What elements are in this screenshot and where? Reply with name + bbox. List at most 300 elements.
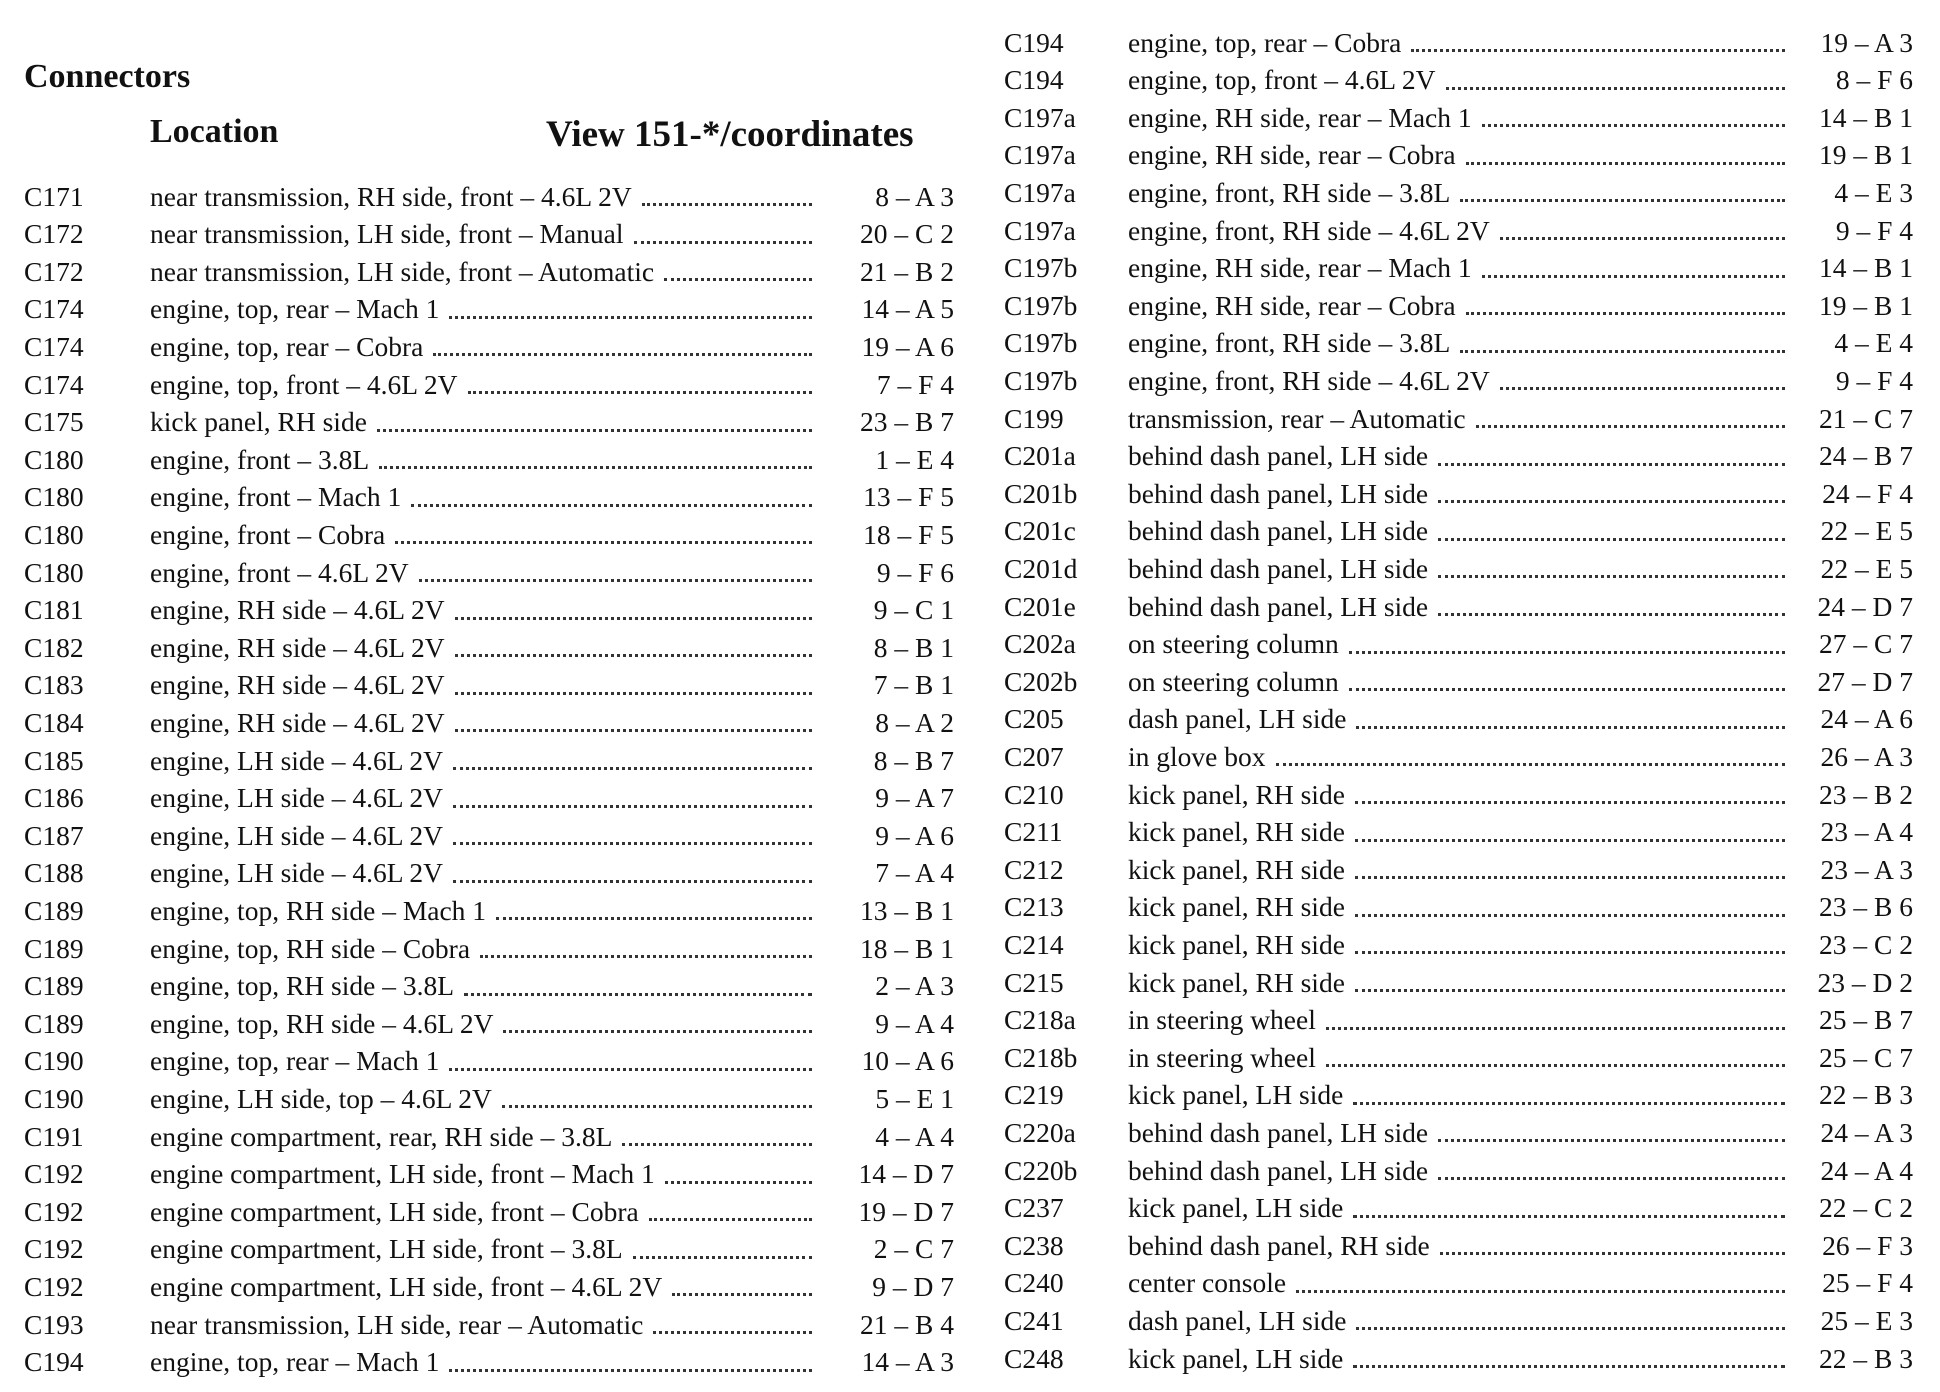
connector-id: C183 bbox=[24, 669, 84, 701]
connector-id: C174 bbox=[24, 293, 84, 325]
location-text: engine, RH side – 4.6L 2V bbox=[150, 669, 445, 701]
location-text: kick panel, RH side bbox=[1128, 928, 1345, 960]
view-coordinates: 9 – D 7 bbox=[872, 1270, 954, 1302]
dot-leader bbox=[379, 466, 812, 469]
view-coordinates: 24 – B 7 bbox=[1819, 440, 1913, 472]
view-coordinates: 14 – B 1 bbox=[1819, 101, 1913, 133]
location-text: engine, LH side – 4.6L 2V bbox=[150, 782, 444, 814]
dot-leader bbox=[1276, 763, 1786, 766]
location-cell bbox=[1128, 1114, 1793, 1151]
dot-leader bbox=[464, 993, 812, 996]
location-text: engine, front, RH side – 3.8L bbox=[1128, 176, 1451, 208]
location-text: engine compartment, LH side, front – 4.6L 2V bbox=[150, 1270, 663, 1302]
view-coordinates: 4 – A 4 bbox=[875, 1120, 954, 1152]
location-cell bbox=[150, 817, 820, 854]
view-coordinates: 9 – F 6 bbox=[876, 556, 954, 588]
dot-leader bbox=[455, 654, 812, 657]
location-cell bbox=[1128, 212, 1793, 249]
view-coordinates: 7 – F 4 bbox=[876, 368, 954, 400]
view-coordinates: 9 – A 7 bbox=[875, 782, 954, 814]
view-coordinates: 8 – A 3 bbox=[875, 180, 954, 212]
connector-row bbox=[1004, 926, 1924, 963]
connector-row bbox=[24, 1231, 954, 1268]
location-cell bbox=[1128, 776, 1793, 813]
dot-leader bbox=[453, 880, 812, 883]
connector-row bbox=[24, 1118, 954, 1155]
view-coordinates: 23 – C 2 bbox=[1819, 928, 1913, 960]
view-coordinates: 14 – D 7 bbox=[858, 1158, 954, 1190]
location-text: kick panel, RH side bbox=[1128, 891, 1345, 923]
connector-id: C240 bbox=[1004, 1267, 1064, 1299]
view-coordinates: 24 – A 4 bbox=[1820, 1154, 1913, 1186]
location-cell bbox=[1128, 400, 1793, 437]
connector-row bbox=[1004, 1039, 1924, 1076]
connector-id: C189 bbox=[24, 1007, 84, 1039]
location-text: center console bbox=[1128, 1267, 1287, 1299]
connector-row bbox=[1004, 99, 1924, 136]
location-text: engine, RH side, rear – Mach 1 bbox=[1128, 101, 1472, 133]
location-cell bbox=[150, 780, 820, 817]
connector-row bbox=[24, 291, 954, 328]
location-cell bbox=[150, 592, 820, 629]
connector-row bbox=[1004, 400, 1924, 437]
location-cell bbox=[1128, 250, 1793, 287]
connector-row bbox=[24, 1043, 954, 1080]
connector-id: C241 bbox=[1004, 1304, 1064, 1336]
connector-row bbox=[1004, 701, 1924, 738]
location-cell bbox=[1128, 438, 1793, 475]
connector-id: C185 bbox=[24, 744, 84, 776]
connector-row bbox=[1004, 1265, 1924, 1302]
location-text: behind dash panel, LH side bbox=[1128, 440, 1429, 472]
connector-row bbox=[24, 1268, 954, 1305]
connector-id: C182 bbox=[24, 631, 84, 663]
connector-row bbox=[1004, 663, 1924, 700]
connector-id: C197b bbox=[1004, 289, 1078, 321]
dot-leader bbox=[1482, 124, 1785, 127]
dot-leader bbox=[468, 391, 812, 394]
location-cell bbox=[150, 1193, 820, 1230]
location-cell bbox=[1128, 24, 1793, 61]
dot-leader bbox=[1438, 538, 1785, 541]
dot-leader bbox=[395, 541, 812, 544]
location-text: engine, front – 4.6L 2V bbox=[150, 556, 409, 588]
location-cell bbox=[150, 328, 820, 365]
dot-leader bbox=[1349, 651, 1785, 654]
view-coordinates: 23 – B 7 bbox=[860, 406, 954, 438]
connector-row bbox=[24, 930, 954, 967]
location-cell bbox=[150, 1118, 820, 1155]
location-cell bbox=[1128, 1265, 1793, 1302]
connector-id: C175 bbox=[24, 406, 84, 438]
view-coordinates: 9 – F 4 bbox=[1835, 214, 1913, 246]
connector-id: C248 bbox=[1004, 1342, 1064, 1374]
location-cell bbox=[150, 968, 820, 1005]
dot-leader bbox=[1500, 387, 1785, 390]
dot-leader bbox=[665, 1181, 812, 1184]
location-cell bbox=[1128, 550, 1793, 587]
connector-id: C174 bbox=[24, 330, 84, 362]
view-coordinates: 14 – B 1 bbox=[1819, 252, 1913, 284]
page-title: Connectors bbox=[24, 58, 191, 95]
view-coordinates: 22 – E 5 bbox=[1820, 515, 1913, 547]
connector-row bbox=[1004, 174, 1924, 211]
view-coordinates: 2 – C 7 bbox=[873, 1233, 954, 1265]
view-coordinates: 10 – A 6 bbox=[861, 1045, 954, 1077]
view-coordinates: 22 – E 5 bbox=[1820, 552, 1913, 584]
dot-leader bbox=[1326, 1064, 1785, 1067]
connector-id: C180 bbox=[24, 556, 84, 588]
dot-leader bbox=[633, 1256, 812, 1259]
view-coordinates: 21 – B 4 bbox=[860, 1308, 954, 1340]
dot-leader bbox=[653, 1331, 812, 1334]
connector-id: C197b bbox=[1004, 252, 1078, 284]
view-coordinates: 4 – E 4 bbox=[1834, 327, 1913, 359]
location-text: engine, top, rear – Cobra bbox=[150, 330, 424, 362]
view-coordinates: 9 – A 6 bbox=[875, 819, 954, 851]
location-text: engine, RH side, rear – Cobra bbox=[1128, 289, 1456, 321]
view-coordinates: 22 – B 3 bbox=[1819, 1079, 1913, 1111]
dot-leader bbox=[419, 579, 812, 582]
location-cell bbox=[1128, 1039, 1793, 1076]
connector-id: C238 bbox=[1004, 1229, 1064, 1261]
location-cell bbox=[1128, 174, 1793, 211]
connector-id: C210 bbox=[1004, 778, 1064, 810]
view-coordinates: 19 – A 6 bbox=[861, 330, 954, 362]
view-coordinates: 9 – A 4 bbox=[875, 1007, 954, 1039]
connector-row bbox=[1004, 1152, 1924, 1189]
dot-leader bbox=[672, 1293, 812, 1296]
view-coordinates: 7 – A 4 bbox=[875, 857, 954, 889]
connector-row bbox=[1004, 513, 1924, 550]
location-cell bbox=[1128, 1302, 1793, 1339]
dot-leader bbox=[1466, 162, 1785, 165]
location-cell bbox=[1128, 99, 1793, 136]
view-coordinates: 18 – B 1 bbox=[860, 932, 954, 964]
location-text: behind dash panel, LH side bbox=[1128, 590, 1429, 622]
location-text: near transmission, LH side, rear – Automatic bbox=[150, 1308, 644, 1340]
dot-leader bbox=[1460, 350, 1785, 353]
location-text: engine, RH side – 4.6L 2V bbox=[150, 631, 445, 663]
location-cell bbox=[1128, 362, 1793, 399]
location-text: kick panel, RH side bbox=[1128, 966, 1345, 998]
dot-leader bbox=[502, 1105, 812, 1108]
location-cell bbox=[1128, 325, 1793, 362]
connector-id: C190 bbox=[24, 1082, 84, 1114]
dot-leader bbox=[1353, 1215, 1785, 1218]
dot-leader bbox=[503, 1030, 812, 1033]
view-coordinates: 23 – A 4 bbox=[1820, 816, 1913, 848]
connector-row bbox=[1004, 250, 1924, 287]
dot-leader bbox=[1355, 839, 1785, 842]
connector-id: C201b bbox=[1004, 477, 1078, 509]
connector-row bbox=[24, 704, 954, 741]
connector-row bbox=[24, 253, 954, 290]
location-cell bbox=[1128, 1002, 1793, 1039]
connector-id: C197a bbox=[1004, 101, 1076, 133]
connector-id: C213 bbox=[1004, 891, 1064, 923]
location-cell bbox=[1128, 814, 1793, 851]
location-cell bbox=[150, 1005, 820, 1042]
location-cell bbox=[150, 1344, 820, 1381]
dot-leader bbox=[1355, 914, 1785, 917]
location-text: dash panel, LH side bbox=[1128, 1304, 1347, 1336]
view-coordinates: 4 – E 3 bbox=[1834, 176, 1913, 208]
connector-row bbox=[1004, 62, 1924, 99]
view-coordinates: 22 – C 2 bbox=[1819, 1192, 1913, 1224]
connector-row bbox=[24, 178, 954, 215]
view-coordinates: 23 – D 2 bbox=[1817, 966, 1913, 998]
location-cell bbox=[150, 441, 820, 478]
connector-row bbox=[1004, 588, 1924, 625]
location-text: engine compartment, LH side, front – 3.8L bbox=[150, 1233, 623, 1265]
connector-id: C192 bbox=[24, 1233, 84, 1265]
connector-id: C212 bbox=[1004, 853, 1064, 885]
connector-row bbox=[24, 968, 954, 1005]
connector-id: C205 bbox=[1004, 703, 1064, 735]
location-cell bbox=[150, 1043, 820, 1080]
connector-id: C202b bbox=[1004, 665, 1078, 697]
location-cell bbox=[1128, 1340, 1793, 1377]
connector-id: C186 bbox=[24, 782, 84, 814]
view-column-header: View 151-*/coordinates bbox=[546, 114, 914, 155]
dot-leader bbox=[1438, 1139, 1785, 1142]
connector-row bbox=[24, 1344, 954, 1381]
connector-id: C197a bbox=[1004, 214, 1076, 246]
view-coordinates: 22 – B 3 bbox=[1819, 1342, 1913, 1374]
connector-id: C172 bbox=[24, 218, 84, 250]
location-text: engine, LH side – 4.6L 2V bbox=[150, 744, 444, 776]
connector-row bbox=[1004, 362, 1924, 399]
connector-id: C201c bbox=[1004, 515, 1076, 547]
location-cell bbox=[150, 178, 820, 215]
connector-row bbox=[1004, 1002, 1924, 1039]
view-coordinates: 14 – A 3 bbox=[861, 1346, 954, 1378]
location-text: engine compartment, rear, RH side – 3.8L bbox=[150, 1120, 613, 1152]
connector-row bbox=[1004, 1077, 1924, 1114]
location-text: in steering wheel bbox=[1128, 1041, 1316, 1073]
location-text: behind dash panel, LH side bbox=[1128, 1116, 1429, 1148]
connector-row bbox=[24, 1080, 954, 1117]
location-text: behind dash panel, LH side bbox=[1128, 1154, 1429, 1186]
connector-id: C171 bbox=[24, 180, 84, 212]
location-text: engine, front, RH side – 3.8L bbox=[1128, 327, 1451, 359]
view-coordinates: 24 – A 3 bbox=[1820, 1116, 1913, 1148]
connector-row bbox=[1004, 287, 1924, 324]
connector-id: C207 bbox=[1004, 740, 1064, 772]
connector-row bbox=[1004, 1190, 1924, 1227]
location-cell bbox=[1128, 1077, 1793, 1114]
connector-id: C201e bbox=[1004, 590, 1076, 622]
location-cell bbox=[1128, 1227, 1793, 1264]
location-text: kick panel, RH side bbox=[1128, 853, 1345, 885]
dot-leader bbox=[449, 1068, 812, 1071]
view-coordinates: 2 – A 3 bbox=[875, 970, 954, 1002]
location-cell bbox=[1128, 588, 1793, 625]
dot-leader bbox=[496, 917, 812, 920]
dot-leader bbox=[1476, 425, 1785, 428]
connector-id: C211 bbox=[1004, 816, 1063, 848]
connector-row bbox=[1004, 964, 1924, 1001]
location-cell bbox=[150, 1306, 820, 1343]
dot-leader bbox=[453, 767, 812, 770]
dot-leader bbox=[1438, 613, 1785, 616]
location-text: engine compartment, LH side, front – Cobra bbox=[150, 1195, 639, 1227]
connector-id: C187 bbox=[24, 819, 84, 851]
connector-id: C193 bbox=[24, 1308, 84, 1340]
dot-leader bbox=[455, 617, 812, 620]
connector-id: C202a bbox=[1004, 628, 1076, 660]
location-cell bbox=[1128, 287, 1793, 324]
connector-row bbox=[24, 742, 954, 779]
connector-id: C218b bbox=[1004, 1041, 1078, 1073]
location-text: engine, top, RH side – 4.6L 2V bbox=[150, 1007, 494, 1039]
connector-id: C194 bbox=[24, 1346, 84, 1378]
dot-leader bbox=[642, 203, 812, 206]
view-coordinates: 13 – B 1 bbox=[860, 894, 954, 926]
connector-id: C214 bbox=[1004, 928, 1064, 960]
dot-leader bbox=[455, 729, 812, 732]
dot-leader bbox=[664, 278, 812, 281]
connector-id: C197b bbox=[1004, 327, 1078, 359]
location-text: near transmission, RH side, front – 4.6L 2V bbox=[150, 180, 632, 212]
view-coordinates: 19 – A 3 bbox=[1820, 26, 1913, 58]
dot-leader bbox=[1438, 575, 1785, 578]
location-text: engine compartment, LH side, front – Mach 1 bbox=[150, 1158, 655, 1190]
location-text: engine, top, RH side – Cobra bbox=[150, 932, 471, 964]
location-text: engine, top, RH side – Mach 1 bbox=[150, 894, 487, 926]
location-cell bbox=[150, 404, 820, 441]
connector-row bbox=[24, 516, 954, 553]
dot-leader bbox=[649, 1218, 812, 1221]
view-coordinates: 8 – B 1 bbox=[873, 631, 954, 663]
location-text: engine, front, RH side – 4.6L 2V bbox=[1128, 214, 1490, 246]
location-text: kick panel, LH side bbox=[1128, 1342, 1344, 1374]
connector-row bbox=[24, 366, 954, 403]
dot-leader bbox=[1438, 1177, 1785, 1180]
location-text: behind dash panel, LH side bbox=[1128, 552, 1429, 584]
location-text: near transmission, LH side, front – Manual bbox=[150, 218, 624, 250]
connector-id: C199 bbox=[1004, 402, 1064, 434]
connector-row bbox=[24, 592, 954, 629]
view-coordinates: 21 – C 7 bbox=[1819, 402, 1913, 434]
connector-row bbox=[1004, 325, 1924, 362]
connector-row bbox=[1004, 1302, 1924, 1339]
location-text: engine, LH side – 4.6L 2V bbox=[150, 857, 444, 889]
view-coordinates: 23 – B 6 bbox=[1819, 891, 1913, 923]
connector-id: C189 bbox=[24, 894, 84, 926]
location-cell bbox=[150, 216, 820, 253]
view-coordinates: 23 – A 3 bbox=[1820, 853, 1913, 885]
connector-id: C191 bbox=[24, 1120, 84, 1152]
connector-row bbox=[24, 780, 954, 817]
connector-row bbox=[1004, 1227, 1924, 1264]
view-coordinates: 20 – C 2 bbox=[860, 218, 954, 250]
connector-id: C192 bbox=[24, 1270, 84, 1302]
dot-leader bbox=[449, 316, 812, 319]
location-text: near transmission, LH side, front – Automatic bbox=[150, 255, 655, 287]
view-coordinates: 27 – C 7 bbox=[1819, 628, 1913, 660]
location-cell bbox=[1128, 475, 1793, 512]
dot-leader bbox=[1349, 688, 1785, 691]
location-text: engine, LH side, top – 4.6L 2V bbox=[150, 1082, 492, 1114]
connector-id: C181 bbox=[24, 594, 84, 626]
connector-row bbox=[24, 216, 954, 253]
connector-row bbox=[24, 1193, 954, 1230]
location-cell bbox=[1128, 1190, 1793, 1227]
connector-row bbox=[24, 892, 954, 929]
connector-id: C197a bbox=[1004, 176, 1076, 208]
connector-row bbox=[1004, 475, 1924, 512]
location-text: transmission, rear – Automatic bbox=[1128, 402, 1466, 434]
connector-id: C192 bbox=[24, 1158, 84, 1190]
connector-id: C188 bbox=[24, 857, 84, 889]
connector-id: C180 bbox=[24, 518, 84, 550]
dot-leader bbox=[1355, 801, 1785, 804]
location-cell bbox=[1128, 701, 1793, 738]
location-text: in glove box bbox=[1128, 740, 1266, 772]
dot-leader bbox=[1355, 951, 1785, 954]
location-cell bbox=[150, 291, 820, 328]
dot-leader bbox=[1460, 199, 1785, 202]
dot-leader bbox=[1482, 275, 1785, 278]
location-cell bbox=[1128, 626, 1793, 663]
location-cell bbox=[150, 930, 820, 967]
location-text: engine, front – 3.8L bbox=[150, 443, 370, 475]
connector-id: C184 bbox=[24, 706, 84, 738]
location-text: kick panel, LH side bbox=[1128, 1079, 1344, 1111]
connector-id: C215 bbox=[1004, 966, 1064, 998]
location-cell bbox=[1128, 62, 1793, 99]
location-text: engine, RH side, rear – Mach 1 bbox=[1128, 252, 1472, 284]
location-text: engine, front, RH side – 4.6L 2V bbox=[1128, 364, 1490, 396]
connector-id: C220a bbox=[1004, 1116, 1076, 1148]
connector-id: C174 bbox=[24, 368, 84, 400]
dot-leader bbox=[1296, 1290, 1785, 1293]
dot-leader bbox=[453, 805, 812, 808]
connector-id: C237 bbox=[1004, 1192, 1064, 1224]
dot-leader bbox=[1500, 237, 1785, 240]
location-cell bbox=[150, 516, 820, 553]
location-cell bbox=[150, 892, 820, 929]
location-text: engine, LH side – 4.6L 2V bbox=[150, 819, 444, 851]
location-text: behind dash panel, LH side bbox=[1128, 477, 1429, 509]
dot-leader bbox=[377, 429, 812, 432]
dot-leader bbox=[1466, 312, 1785, 315]
connector-id: C194 bbox=[1004, 64, 1064, 96]
location-cell bbox=[150, 667, 820, 704]
location-cell bbox=[150, 554, 820, 591]
connector-id: C219 bbox=[1004, 1079, 1064, 1111]
connector-row bbox=[1004, 1114, 1924, 1151]
view-coordinates: 24 – D 7 bbox=[1817, 590, 1913, 622]
location-cell bbox=[1128, 513, 1793, 550]
view-coordinates: 19 – B 1 bbox=[1819, 289, 1913, 321]
view-coordinates: 1 – E 4 bbox=[875, 443, 954, 475]
view-coordinates: 9 – C 1 bbox=[873, 594, 954, 626]
location-text: on steering column bbox=[1128, 628, 1339, 660]
location-text: in steering wheel bbox=[1128, 1004, 1316, 1036]
dot-leader bbox=[1356, 1327, 1785, 1330]
location-text: engine, top, rear – Mach 1 bbox=[150, 1045, 440, 1077]
location-text: engine, front – Cobra bbox=[150, 518, 386, 550]
connector-row bbox=[1004, 24, 1924, 61]
view-coordinates: 25 – E 3 bbox=[1820, 1304, 1913, 1336]
connector-row bbox=[24, 629, 954, 666]
view-coordinates: 8 – A 2 bbox=[875, 706, 954, 738]
view-coordinates: 8 – F 6 bbox=[1835, 64, 1913, 96]
location-cell bbox=[1128, 889, 1793, 926]
